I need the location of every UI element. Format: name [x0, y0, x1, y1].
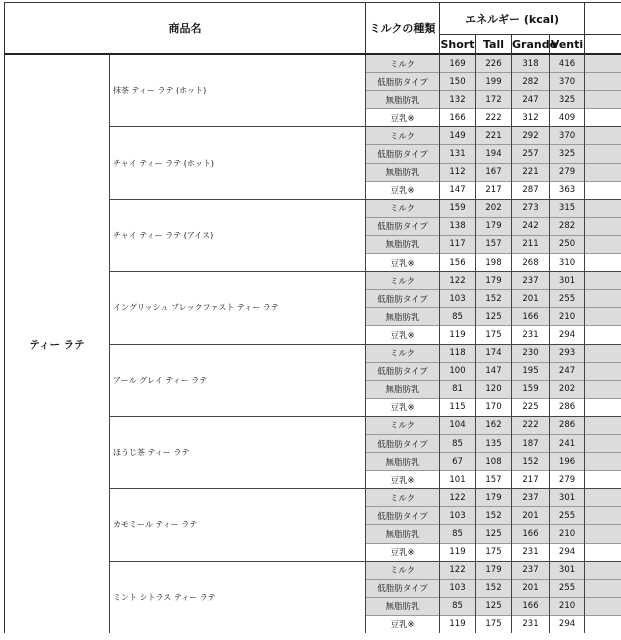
- overflow-cell: [585, 561, 621, 579]
- kcal-value: 318: [512, 54, 550, 73]
- kcal-value: 294: [550, 615, 585, 633]
- kcal-value: 226: [476, 54, 512, 73]
- kcal-value: 202: [476, 199, 512, 217]
- header-energy-overflow: [585, 3, 621, 35]
- kcal-value: 179: [476, 272, 512, 290]
- kcal-value: 167: [476, 163, 512, 181]
- kcal-value: 103: [440, 290, 476, 308]
- kcal-value: 103: [440, 579, 476, 597]
- kcal-value: 156: [440, 254, 476, 272]
- kcal-value: 231: [512, 615, 550, 633]
- overflow-cell: [585, 109, 621, 127]
- kcal-value: 115: [440, 398, 476, 416]
- overflow-cell: [585, 597, 621, 615]
- overflow-cell: [585, 453, 621, 471]
- kcal-value: 287: [512, 181, 550, 199]
- overflow-cell: [585, 525, 621, 543]
- milk-type: 豆乳※: [366, 543, 440, 561]
- milk-type: 低脂肪タイプ: [366, 217, 440, 235]
- milk-type: 低脂肪タイプ: [366, 434, 440, 452]
- kcal-value: 268: [512, 254, 550, 272]
- kcal-value: 247: [512, 91, 550, 109]
- overflow-cell: [585, 217, 621, 235]
- milk-type: 無脂肪乳: [366, 91, 440, 109]
- kcal-value: 294: [550, 326, 585, 344]
- milk-type: 低脂肪タイプ: [366, 579, 440, 597]
- milk-type: 豆乳※: [366, 326, 440, 344]
- kcal-value: 120: [476, 380, 512, 398]
- overflow-cell: [585, 254, 621, 272]
- kcal-value: 273: [512, 199, 550, 217]
- product-name: ミント シトラス ティー ラテ: [110, 561, 366, 633]
- kcal-value: 194: [476, 145, 512, 163]
- header-milk-type: ミルクの種類: [366, 3, 440, 55]
- kcal-value: 301: [550, 272, 585, 290]
- kcal-value: 122: [440, 561, 476, 579]
- nutrition-table: [4, 2, 621, 633]
- overflow-cell: [585, 145, 621, 163]
- kcal-value: 81: [440, 380, 476, 398]
- milk-type: 無脂肪乳: [366, 308, 440, 326]
- kcal-value: 187: [512, 434, 550, 452]
- kcal-value: 166: [512, 308, 550, 326]
- milk-type: 無脂肪乳: [366, 525, 440, 543]
- milk-type: ミルク: [366, 199, 440, 217]
- overflow-cell: [585, 73, 621, 91]
- kcal-value: 175: [476, 326, 512, 344]
- milk-type: 低脂肪タイプ: [366, 145, 440, 163]
- kcal-value: 255: [550, 507, 585, 525]
- kcal-value: 217: [476, 181, 512, 199]
- kcal-value: 237: [512, 489, 550, 507]
- header-size-short: Short: [440, 35, 476, 55]
- kcal-value: 103: [440, 507, 476, 525]
- kcal-value: 201: [512, 579, 550, 597]
- kcal-value: 150: [440, 73, 476, 91]
- kcal-value: 108: [476, 453, 512, 471]
- overflow-cell: [585, 290, 621, 308]
- kcal-value: 122: [440, 272, 476, 290]
- kcal-value: 363: [550, 181, 585, 199]
- kcal-value: 210: [550, 597, 585, 615]
- milk-type: 低脂肪タイプ: [366, 362, 440, 380]
- kcal-value: 231: [512, 543, 550, 561]
- overflow-cell: [585, 507, 621, 525]
- kcal-value: 286: [550, 416, 585, 434]
- kcal-value: 135: [476, 434, 512, 452]
- kcal-value: 230: [512, 344, 550, 362]
- overflow-cell: [585, 163, 621, 181]
- kcal-value: 282: [550, 217, 585, 235]
- milk-type: ミルク: [366, 54, 440, 73]
- header-energy: エネルギー (kcal): [440, 3, 585, 35]
- kcal-value: 409: [550, 109, 585, 127]
- kcal-value: 201: [512, 507, 550, 525]
- kcal-value: 237: [512, 561, 550, 579]
- kcal-value: 169: [440, 54, 476, 73]
- kcal-value: 101: [440, 471, 476, 489]
- milk-type: 低脂肪タイプ: [366, 73, 440, 91]
- kcal-value: 85: [440, 597, 476, 615]
- kcal-value: 195: [512, 362, 550, 380]
- overflow-cell: [585, 489, 621, 507]
- kcal-value: 279: [550, 471, 585, 489]
- overflow-cell: [585, 235, 621, 253]
- overflow-cell: [585, 579, 621, 597]
- overflow-cell: [585, 416, 621, 434]
- kcal-value: 231: [512, 326, 550, 344]
- milk-type: 低脂肪タイプ: [366, 507, 440, 525]
- kcal-value: 370: [550, 73, 585, 91]
- kcal-value: 211: [512, 235, 550, 253]
- kcal-value: 325: [550, 91, 585, 109]
- kcal-value: 166: [512, 597, 550, 615]
- milk-type: ミルク: [366, 127, 440, 145]
- kcal-value: 255: [550, 290, 585, 308]
- milk-type: ミルク: [366, 561, 440, 579]
- kcal-value: 292: [512, 127, 550, 145]
- product-name: アール グレイ ティー ラテ: [110, 344, 366, 416]
- overflow-cell: [585, 54, 621, 73]
- overflow-cell: [585, 91, 621, 109]
- kcal-value: 179: [476, 217, 512, 235]
- kcal-value: 237: [512, 272, 550, 290]
- kcal-value: 172: [476, 91, 512, 109]
- kcal-value: 279: [550, 163, 585, 181]
- kcal-value: 257: [512, 145, 550, 163]
- kcal-value: 152: [476, 579, 512, 597]
- kcal-value: 241: [550, 434, 585, 452]
- kcal-value: 147: [476, 362, 512, 380]
- kcal-value: 222: [476, 109, 512, 127]
- kcal-value: 179: [476, 561, 512, 579]
- kcal-value: 202: [550, 380, 585, 398]
- milk-type: 豆乳※: [366, 471, 440, 489]
- milk-type: 無脂肪乳: [366, 453, 440, 471]
- overflow-cell: [585, 181, 621, 199]
- kcal-value: 312: [512, 109, 550, 127]
- kcal-value: 100: [440, 362, 476, 380]
- kcal-value: 225: [512, 398, 550, 416]
- kcal-value: 242: [512, 217, 550, 235]
- kcal-value: 210: [550, 308, 585, 326]
- table-row: [5, 54, 621, 73]
- milk-type: ミルク: [366, 489, 440, 507]
- kcal-value: 157: [476, 235, 512, 253]
- kcal-value: 67: [440, 453, 476, 471]
- kcal-value: 152: [476, 507, 512, 525]
- milk-type: 豆乳※: [366, 398, 440, 416]
- kcal-value: 152: [512, 453, 550, 471]
- kcal-value: 301: [550, 561, 585, 579]
- kcal-value: 221: [512, 163, 550, 181]
- overflow-cell: [585, 615, 621, 633]
- kcal-value: 159: [512, 380, 550, 398]
- overflow-cell: [585, 471, 621, 489]
- product-name: チャイ ティー ラテ (アイス): [110, 199, 366, 271]
- overflow-cell: [585, 127, 621, 145]
- milk-type: 豆乳※: [366, 109, 440, 127]
- kcal-value: 118: [440, 344, 476, 362]
- kcal-value: 293: [550, 344, 585, 362]
- header-size-grande: Grande: [512, 35, 550, 55]
- kcal-value: 199: [476, 73, 512, 91]
- kcal-value: 125: [476, 525, 512, 543]
- kcal-value: 196: [550, 453, 585, 471]
- kcal-value: 325: [550, 145, 585, 163]
- kcal-value: 157: [476, 471, 512, 489]
- kcal-value: 159: [440, 199, 476, 217]
- overflow-cell: [585, 543, 621, 561]
- milk-type: 無脂肪乳: [366, 380, 440, 398]
- kcal-value: 210: [550, 525, 585, 543]
- kcal-value: 125: [476, 597, 512, 615]
- kcal-value: 175: [476, 615, 512, 633]
- milk-type: ミルク: [366, 416, 440, 434]
- kcal-value: 315: [550, 199, 585, 217]
- kcal-value: 247: [550, 362, 585, 380]
- kcal-value: 310: [550, 254, 585, 272]
- kcal-value: 166: [512, 525, 550, 543]
- milk-type: 無脂肪乳: [366, 235, 440, 253]
- kcal-value: 119: [440, 326, 476, 344]
- kcal-value: 221: [476, 127, 512, 145]
- product-name: ほうじ茶 ティー ラテ: [110, 416, 366, 488]
- milk-type: 豆乳※: [366, 615, 440, 633]
- kcal-value: 217: [512, 471, 550, 489]
- overflow-cell: [585, 344, 621, 362]
- milk-type: 無脂肪乳: [366, 163, 440, 181]
- kcal-value: 174: [476, 344, 512, 362]
- kcal-value: 301: [550, 489, 585, 507]
- product-name: チャイ ティー ラテ (ホット): [110, 127, 366, 199]
- kcal-value: 286: [550, 398, 585, 416]
- overflow-cell: [585, 362, 621, 380]
- milk-type: 豆乳※: [366, 181, 440, 199]
- product-name: 抹茶 ティー ラテ (ホット): [110, 54, 366, 127]
- kcal-value: 170: [476, 398, 512, 416]
- kcal-value: 138: [440, 217, 476, 235]
- category-cell: ティー ラテ: [5, 54, 110, 633]
- kcal-value: 147: [440, 181, 476, 199]
- kcal-value: 149: [440, 127, 476, 145]
- overflow-cell: [585, 434, 621, 452]
- milk-type: ミルク: [366, 344, 440, 362]
- milk-type: 無脂肪乳: [366, 597, 440, 615]
- header-size-venti: Venti: [550, 35, 585, 55]
- kcal-value: 119: [440, 615, 476, 633]
- kcal-value: 85: [440, 434, 476, 452]
- header-size-overflow: [585, 35, 621, 55]
- header-product: 商品名: [5, 3, 366, 55]
- header-size-tall: Tall: [476, 35, 512, 55]
- overflow-cell: [585, 308, 621, 326]
- kcal-value: 222: [512, 416, 550, 434]
- overflow-cell: [585, 380, 621, 398]
- kcal-value: 416: [550, 54, 585, 73]
- product-name: イングリッシュ ブレックファスト ティー ラテ: [110, 272, 366, 344]
- kcal-value: 162: [476, 416, 512, 434]
- kcal-value: 179: [476, 489, 512, 507]
- kcal-value: 117: [440, 235, 476, 253]
- milk-type: 豆乳※: [366, 254, 440, 272]
- kcal-value: 250: [550, 235, 585, 253]
- overflow-cell: [585, 398, 621, 416]
- overflow-cell: [585, 326, 621, 344]
- kcal-value: 152: [476, 290, 512, 308]
- kcal-value: 119: [440, 543, 476, 561]
- milk-type: ミルク: [366, 272, 440, 290]
- kcal-value: 85: [440, 308, 476, 326]
- kcal-value: 112: [440, 163, 476, 181]
- overflow-cell: [585, 199, 621, 217]
- kcal-value: 282: [512, 73, 550, 91]
- kcal-value: 122: [440, 489, 476, 507]
- kcal-value: 104: [440, 416, 476, 434]
- kcal-value: 131: [440, 145, 476, 163]
- kcal-value: 370: [550, 127, 585, 145]
- kcal-value: 125: [476, 308, 512, 326]
- product-name: カモミール ティー ラテ: [110, 489, 366, 561]
- kcal-value: 201: [512, 290, 550, 308]
- kcal-value: 255: [550, 579, 585, 597]
- kcal-value: 132: [440, 91, 476, 109]
- kcal-value: 85: [440, 525, 476, 543]
- overflow-cell: [585, 272, 621, 290]
- kcal-value: 175: [476, 543, 512, 561]
- kcal-value: 166: [440, 109, 476, 127]
- milk-type: 低脂肪タイプ: [366, 290, 440, 308]
- kcal-value: 198: [476, 254, 512, 272]
- kcal-value: 294: [550, 543, 585, 561]
